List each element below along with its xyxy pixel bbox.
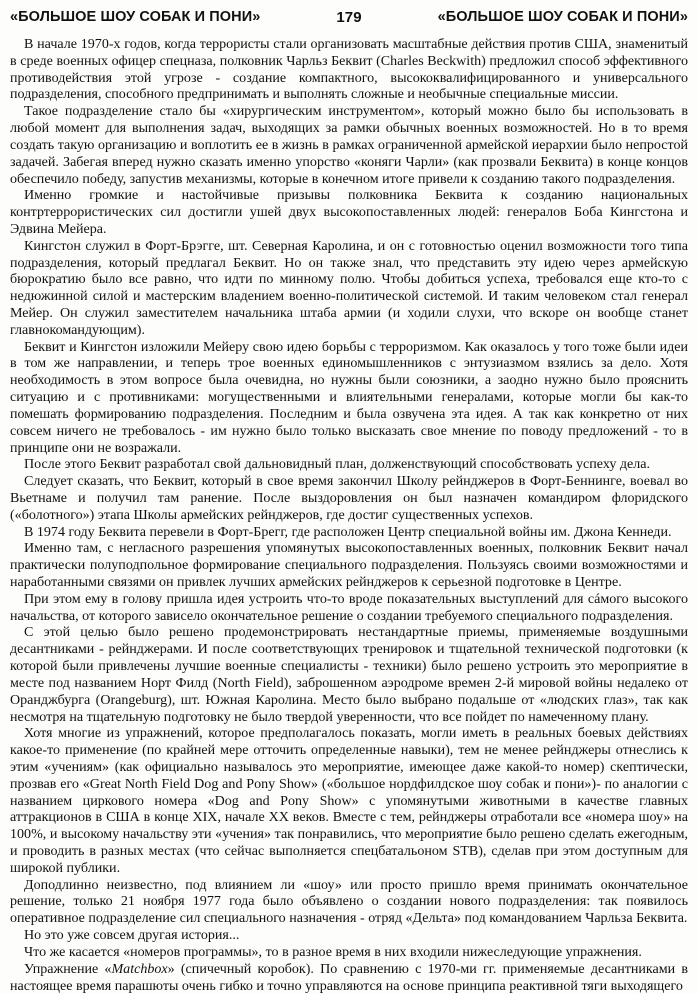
- paragraph: Но это уже совсем другая история...: [24, 927, 240, 944]
- paragraph: Хотя многие из упражнений, которое предполагалось показать, могли иметь в реальных боевых действиях какое-то применение (по крайней мере отточить определенные навыки), тем не менее рейнджеры отнеслись к этим «учениям» (как официально называлось это мероприятие, имеющее даже какой-то номер) скептически, прозвав его «Great North Field Dog and Pony Show» («большое нордфилдское шоу собак и пони»)- по аналогии с названием циркового номера «Dog and Pony Show» с упомянутыми животными в качестве главных аттракционов в США в конце XIX, начале XX веков. Вместе с тем, рейнджеры отработали все «номера шоу» на 100%, и высокому начальству эти «учения» так понравились, что мероприятие было решено сделать ежегодным, и проводить в разных местах (что сейчас выполняется спецбатальоном STB), сделав при этом доступным для широкой публики.: [10, 725, 688, 876]
- paragraph: В 1974 году Беквита перевели в Форт-Брегг, где расположен Центр специальной войны им. Джона Кеннеди.: [24, 523, 672, 540]
- paragraph-exercise-matchbox: [10, 961, 688, 994]
- paragraph: Следует сказать, что Беквит, который в свое время закончил Школу рейнджеров в Форт-Беннинге, воевал во Вьетнаме и получил там ранение. После выздоровления он был назначен командиром флоридского («болотного») этапа Школы армейских рейнджеров, где достиг существенных успехов.: [10, 473, 688, 523]
- paragraph: Кингстон служил в Форт-Брэгге, шт. Северная Каролина, и он с готовностью оценил возможности того типа подразделения, который предлагал Беквит. Но он также знал, что представить эту идею через армейскую бюрократию было все равно, что идти по минному полю. Чтобы добиться успеха, требовался еще кто-то с недюжинной силой и мастерским владением военно-политической системой. И таким человеком стал генерал Мейер. Он служил заместителем начальника штаба армии (и ходили слухи, что вскоре он вообще станет главнокомандующим).: [10, 237, 688, 338]
- page-body: [10, 36, 688, 994]
- exercise-term: Matchbox: [111, 960, 168, 977]
- paragraph: В начале 1970-х годов, когда террористы стали организовать масштабные действия против США, знаменитый в среде военных офицер спецназа, полковник Чарльз Беквит (Charles Beckwith) предложил способ эффективного противодействия этой угрозе - создание компактного, высококвалифицированного и универсального подразделения, способного предпринимать и выполнять сложные и необычные специальные миссии.: [10, 36, 688, 103]
- paragraph: Беквит и Кингстон изложили Мейеру свою идею борьбы с терроризмом. Как оказалось у того тоже были идеи в том же направлении, и теперь трое военных единомышленников с энтузиазмом взялись за дело. Хотя необходимость в этом вопросе была очевидна, но нужны были союзники, а заодно нужно было прояснить ситуацию и с противниками: могущественными и влиятельными генералами, которые могли бы как-то помешать формированию подразделения. Последним и была озвучена эта идея. А так как конкретно от них совсем ничего не требовалось - им нужно было только высказать свое мнение по поводу предложений - то в принципе они не возражали.: [10, 338, 688, 456]
- page-number: 179: [336, 8, 362, 26]
- header-title-left: «БОЛЬШОЕ ШОУ СОБАК И ПОНИ»: [10, 9, 261, 25]
- header-title-right: «БОЛЬШОЕ ШОУ СОБАК И ПОНИ»: [437, 9, 688, 25]
- exercise-lead: Упражнение «: [24, 960, 112, 977]
- paragraph: После этого Беквит разработал свой дальновидный план, долженствующий способствовать успеху дела.: [24, 456, 650, 473]
- paragraph: Доподлинно неизвестно, под влиянием ли «шоу» или просто пришло время принимать окончательное решение, только 21 ноября 1977 года было объявлено о создании нового подразделения: так появилось оперативное подразделение сил специального назначения - отряд «Дельта» под командованием Чарльза Беквита.: [10, 876, 688, 927]
- paragraph: Именно громкие и настойчивые призывы полковника Беквита к созданию национальных контртеррористических сил достигли ушей двух высокопоставленных людей: генералов Боба Кингстона и Эдвина Мейера.: [10, 187, 688, 237]
- paragraph: Такое подразделение стало бы «хирургическим инструментом», который можно было бы использовать в любой момент для выполнения задач, выходящих за рамки обычных военных возможностей. Но в то время создать такую организацию и воплотить ее в жизнь в рамках ограниченной армейской иерархии было непростой задачей. Забегая вперед нужно сказать именно упорство «коняги Чарли» (как прозвали Беквита) в конце концов обеспечило победу, запустив механизмы, которые в конечном итоге привели к созданию такого подразделения.: [10, 103, 688, 187]
- paragraph: Что же касается «номеров программы», то в разное время в них входили нижеследующие упражнения.: [24, 943, 642, 960]
- running-header: [10, 4, 688, 30]
- exercise-text: » (спичечный коробок). По сравнению с 1970-ми гг. применяемые десантниками в настоящее время парашюты очень гибко и точно управляются на основе принципа реактивной тяги выходящего: [10, 960, 689, 994]
- paragraph: Именно там, с негласного разрешения упомянутых высокопоставленных военных, полковник Беквит начал практически полуподпольное формирование специального подразделения. Пользуясь своими возможностями и наработанными связями он привлек лучших армейских рейнджеров к серьезной подготовке в Центре.: [10, 540, 688, 590]
- paragraph: При этом ему в голову пришла идея устроить что-то вроде показательных выступлений для сáмого высокого начальства, от которого зависело окончательное решение о создании требуемого специального подразделения.: [10, 590, 688, 624]
- paragraph: С этой целью было решено продемонстрировать нестандартные приемы, применяемые воздушными десантниками - рейнджерами. И после соответствующих тренировок и тщательной технической подготовки (к которой были привлечены лучшие военные специалисты - техники) было решено устроить это мероприятие в месте под названием Норт Филд (North Field), заброшенном аэродроме времен 2-й мировой войны недалеко от Оранджбурга (Orangeburg), шт. Южная Каролина. Место было выбрано подальше от «людских глаз», так как несмотря на тщательную подготовку не было твердой уверенности, что все пойдет по намеченному плану.: [10, 624, 688, 725]
